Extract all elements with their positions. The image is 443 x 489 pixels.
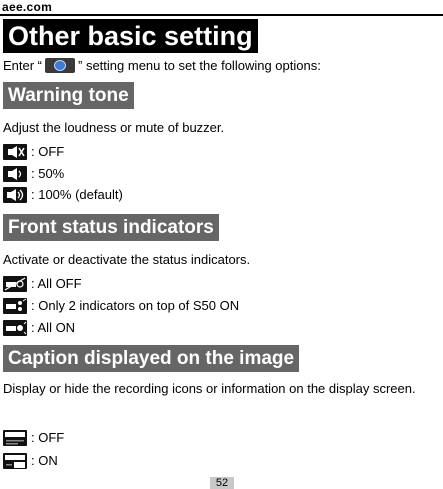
indicators-off-icon [3,276,27,292]
page-title: Other basic setting [3,19,258,53]
option-label: : OFF [31,430,65,445]
option-label: : All OFF [31,276,82,291]
caption-off-icon [3,430,27,446]
intro-text-before: Enter “ [3,58,43,73]
option-label: : Only 2 indicators on top of S50 ON [31,298,240,313]
section-heading-front-status-indicators: Front status indicators [3,214,219,241]
speaker-mute-icon [3,144,27,160]
option-warning-tone-50 [3,165,64,182]
option-warning-tone-100 [3,186,123,203]
option-label: : ON [31,453,58,468]
speaker-low-icon [3,166,27,182]
intro-paragraph [3,58,321,74]
option-indicators-all-on [3,319,75,336]
intro-text-after: ” setting menu to set the following options: [78,58,321,73]
option-label: : 50% [31,166,65,181]
indicators-on-icon [3,320,27,336]
settings-menu-icon [45,58,75,73]
brand-logo: aee.com [2,0,53,14]
indicators-two-icon [3,298,27,314]
option-label: : OFF [31,144,65,159]
section-heading-warning-tone: Warning tone [3,82,134,109]
option-caption-on [3,452,58,469]
option-label: : All ON [31,320,76,335]
section-heading-caption: Caption displayed on the image [3,345,299,372]
option-indicators-two-on [3,297,239,314]
option-label: : 100% (default) [31,187,123,202]
caption-on-icon [3,453,27,469]
section-description-warning-tone: Adjust the loudness or mute of buzzer. [3,120,225,135]
section-description-caption: Display or hide the recording icons or information on the display screen. [3,381,416,396]
option-caption-off [3,429,64,446]
speaker-high-icon [3,187,27,203]
page-number: 52 [210,477,234,489]
header-rule [0,14,443,16]
option-warning-tone-off [3,143,64,160]
option-indicators-all-off [3,275,82,292]
section-description-front-status-indicators: Activate or deactivate the status indicators. [3,252,251,267]
